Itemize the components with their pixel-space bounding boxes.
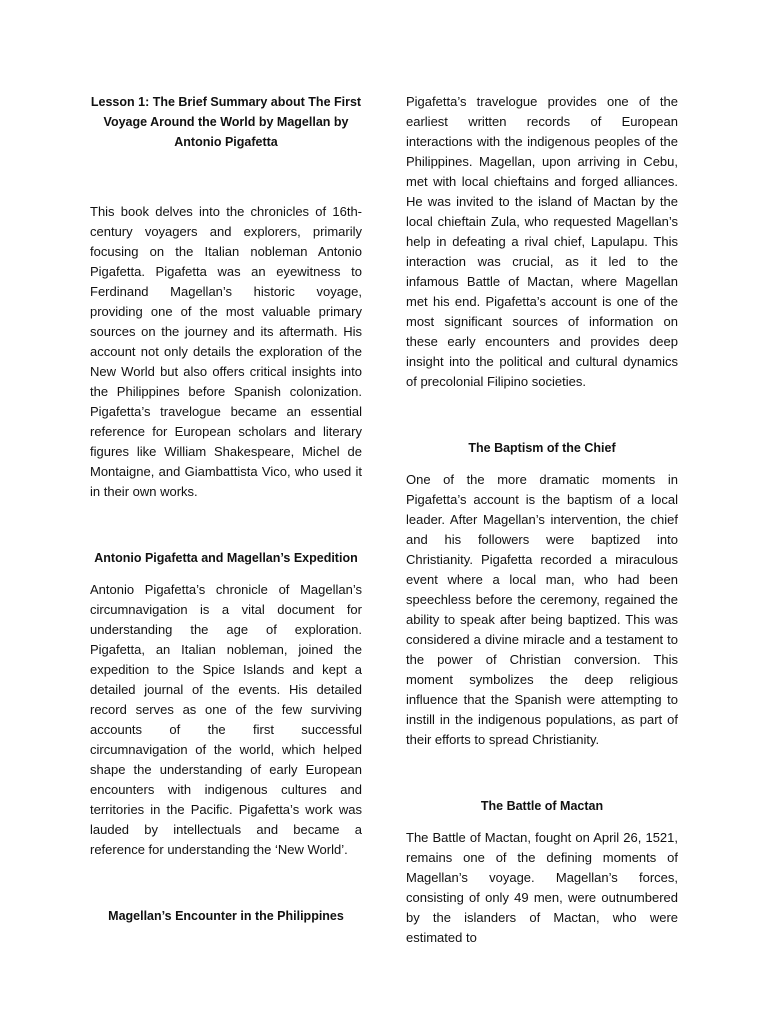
section-heading-battle-of-mactan: The Battle of Mactan [480, 799, 604, 813]
section-body-battle-of-mactan: The Battle of Mactan, fought on April 26, 1521, remains one of the defining moments of Magellan’s voyage. Magellan’s forces, consisting of only 49 men, were outnumbered by the islanders of Mactan, who were estimated to [406, 830, 678, 945]
right-column [406, 92, 678, 948]
section-heading-philippines-encounter: Magellan’s Encounter in the Philippines [108, 909, 344, 923]
left-column [90, 92, 362, 926]
document-title: Lesson 1: The Brief Summary about The First Voyage Around the World by Magellan by Antonio Pigafetta [90, 95, 362, 149]
section-heading-baptism: The Baptism of the Chief [468, 441, 616, 455]
section-heading-pigafetta-expedition: Antonio Pigafetta and Magellan’s Expedition [94, 551, 358, 565]
intro-paragraph: This book delves into the chronicles of 16th-century voyagers and explorers, primarily focusing on the Italian nobleman Antonio Pigafetta. Pigafetta was an eyewitness to Ferdinand Magellan’s historic voyage, providing one of the most valuable primary sources on the journey and its aftermath. His account not only details the exploration of the New World but also offers critical insights into the Philippines before Spanish colonization. Pigafetta’s travelogue became an essential reference for European scholars and literary figures like William Shakespeare, Michel de Montaigne, and Giambattista Vico, who used it in their own works. [90, 204, 362, 499]
section-body-baptism: One of the more dramatic moments in Pigafetta’s account is the baptism of a local leader. After Magellan’s intervention, the chief and his followers were baptized into Christianity. Pigafetta recorded a miraculous event where a local man, who had been speechless before the ceremony, regained the ability to speak after being baptized. This was considered a divine miracle and a testament to the power of Christian conversion. This moment symbolizes the deep religious influence that the Spanish were attempting to instill in the indigenous populations, as part of their efforts to spread Christianity. [406, 472, 678, 747]
section-body-pigafetta-expedition: Antonio Pigafetta’s chronicle of Magellan’s circumnavigation is a vital document for understanding the age of exploration. Pigafetta, an Italian nobleman, joined the expedition to the Spice Islands and kept a detailed journal of the events. His detailed record serves as one of the few surviving accounts of the first successful circumnavigation of the world, which helped shape the understanding of early European encounters with indigenous cultures and territories in the Pacific. Pigafetta’s work was lauded by intellectuals and became a reference for understanding the ‘New World’. [90, 582, 362, 857]
section-body-philippines-encounter: Pigafetta’s travelogue provides one of the earliest written records of European interactions with the indigenous peoples of the Philippines. Magellan, upon arriving in Cebu, met with local chieftains and forged alliances. He was invited to the island of Mactan by the local chieftain Zula, who requested Magellan’s help in defeating a rival chief, Lapulapu. This interaction was crucial, as it led to the infamous Battle of Mactan, where Magellan met his end. Pigafetta’s account is one of the most significant sources of information on these early encounters and provides deep insight into the political and cultural dynamics of precolonial Filipino societies. [406, 94, 678, 389]
